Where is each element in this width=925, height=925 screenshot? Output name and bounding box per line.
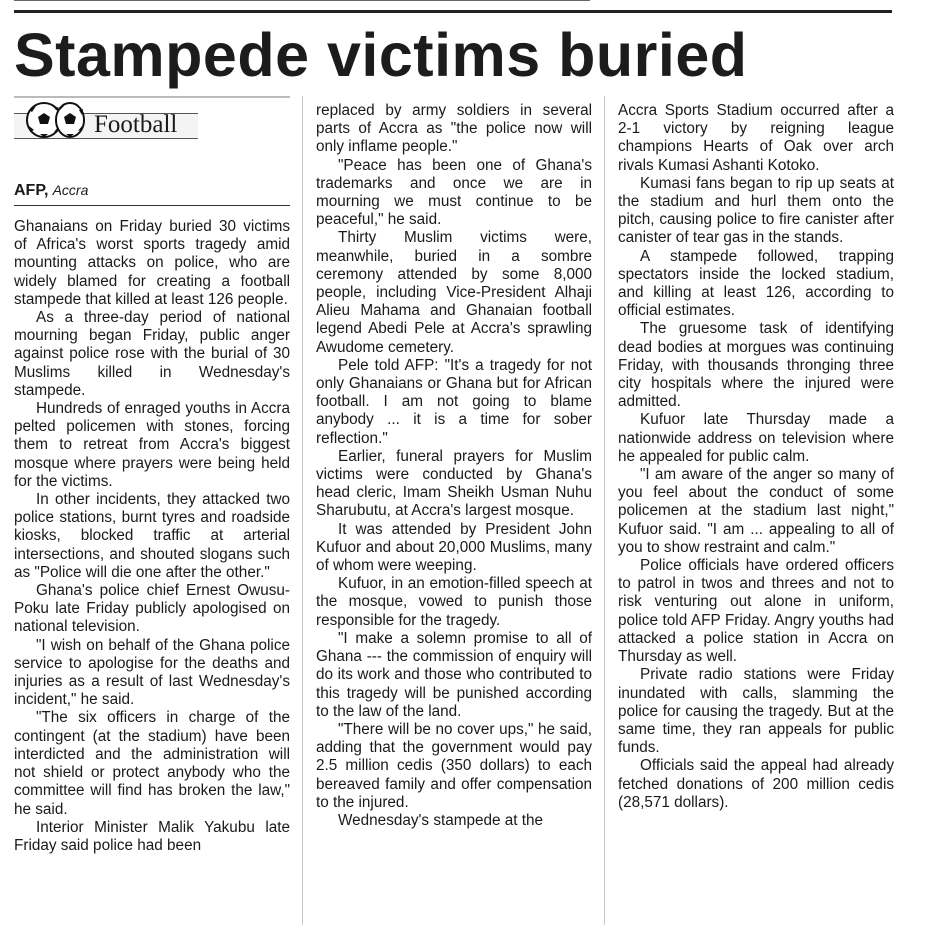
paragraph: As a three-day period of national mourning began Friday, public anger against police rose with the burial of 30 Muslims killed in Wednesday's stampede. (14, 309, 290, 399)
paragraph: Earlier, funeral prayers for Muslim victims were conducted by Ghana's head cleric, Imam Sheikh Usman Nuhu Sharubutu, at Accra's largest mosque. (316, 447, 592, 520)
section-tag (14, 100, 198, 140)
paragraph: Police officials have ordered officers to patrol in twos and threes and not to risk venturing out alone in uniform, police told AFP Friday. Angry youths had attacked a police station in Accra on Thursday as well. (618, 557, 894, 666)
paragraph: Thirty Muslim victims were, meanwhile, buried in a sombre ceremony attended by some 8,000 people, including Vice-President Alhaji Alieu Mahama and Ghanaian football legend Abedi Pele at Accra's sprawling Awudome cemetery. (316, 229, 592, 356)
paragraph: "I make a solemn promise to all of Ghana --- the commission of enquiry will do its work and those who contributed to this tragedy will be punished according to the law of the land. (316, 629, 592, 720)
football-icon (26, 100, 86, 140)
section-label: Football (94, 111, 178, 138)
paragraph: Kufuor late Thursday made a nationwide address on television where he appealed for public calm. (618, 411, 894, 465)
article-column-2 (316, 102, 592, 830)
paragraph: The gruesome task of identifying dead bodies at morgues was continuing Friday, with thousands thronging three city hospitals where the injured were admitted. (618, 320, 894, 411)
paragraph: "Peace has been one of Ghana's trademarks and once we are in mourning we must continue to be peaceful," he said. (316, 156, 592, 229)
top-rule (14, 10, 892, 13)
paragraph: It was attended by President John Kufuor and about 20,000 Muslims, many of whom were weeping. (316, 520, 592, 575)
column-divider (604, 96, 605, 925)
paragraph: "I wish on behalf of the Ghana police service to apologise for the deaths and injuries as a result of last Wednesday's incident," he said. (14, 636, 290, 709)
paragraph: In other incidents, they attacked two police stations, burnt tyres and roadside kiosks, blocked traffic at arterial intersections, and shouted slogans such as "Police will die one after the other." (14, 491, 290, 581)
paragraph: Kumasi fans began to rip up seats at the stadium and hurl them onto the pitch, causing police to fire canister after canister of tear gas in the stands. (618, 174, 894, 247)
paragraph: Ghana's police chief Ernest Owusu-Poku late Friday publicly apologised on national television. (14, 582, 290, 636)
paragraph: A stampede followed, trapping spectators inside the locked stadium, and killing at least 126, according to official estimates. (618, 247, 894, 320)
byline-agency: AFP, (14, 182, 49, 199)
paragraph: Ghanaians on Friday buried 30 victims of Africa's worst sports tragedy amid mounting attacks on police, who are widely blamed for creating a football stampede that killed at least 126 people. (14, 218, 290, 308)
byline-city: Accra (52, 182, 89, 198)
paragraph: Officials said the appeal had already fetched donations of 200 million cedis (28,571 dollars). (618, 757, 894, 811)
paragraph: replaced by army soldiers in several parts of Accra as "the police now will only inflame people." (316, 102, 592, 156)
section-rule (14, 96, 290, 98)
paragraph: Accra Sports Stadium occurred after a 2-1 victory by reigning league champions Hearts of Oak over arch rivals Kumasi Ashanti Kotoko. (618, 102, 894, 174)
article-column-1 (14, 218, 290, 855)
top-rule-thin (14, 0, 590, 1)
paragraph: Pele told AFP: "It's a tragedy for not only Ghanaians or Ghana but for African football. I am not going to blame anybody ... it is a time for sober reflection." (316, 356, 592, 447)
paragraph: Private radio stations were Friday inundated with calls, slamming the police for causing the tragedy. But at the same time, they ran appeals for public funds. (618, 666, 894, 757)
paragraph: "There will be no cover ups," he said, adding that the government would pay 2.5 million cedis (350 dollars) to each bereaved family and offer compensation to the injured. (316, 720, 592, 811)
paragraph: Wednesday's stampede at the (338, 811, 544, 829)
column-divider (302, 96, 303, 925)
paragraph: Hundreds of enraged youths in Accra pelted policemen with stones, forcing them to retreat from Accra's biggest mosque where prayers were being held for the victims. (14, 400, 290, 490)
paragraph: "I am aware of the anger so many of you feel about the conduct of some policemen at the stadium last night," Kufuor said. "I am ... appealing to all of you to show restraint and calm." (618, 466, 894, 556)
paragraph: Interior Minister Malik Yakubu late Friday said police had been (14, 818, 290, 854)
paragraph: "The six officers in charge of the contingent (at the stadium) have been interdicted and the administration will not shield or protect anybody who the committee will find has broken the law," he said. (14, 709, 290, 818)
article-column-3 (618, 102, 894, 812)
headline: Stampede victims buried (14, 21, 748, 89)
byline (14, 180, 88, 201)
byline-rule (14, 205, 290, 206)
paragraph: Kufuor, in an emotion-filled speech at the mosque, vowed to punish those responsible for the tragedy. (316, 575, 592, 629)
